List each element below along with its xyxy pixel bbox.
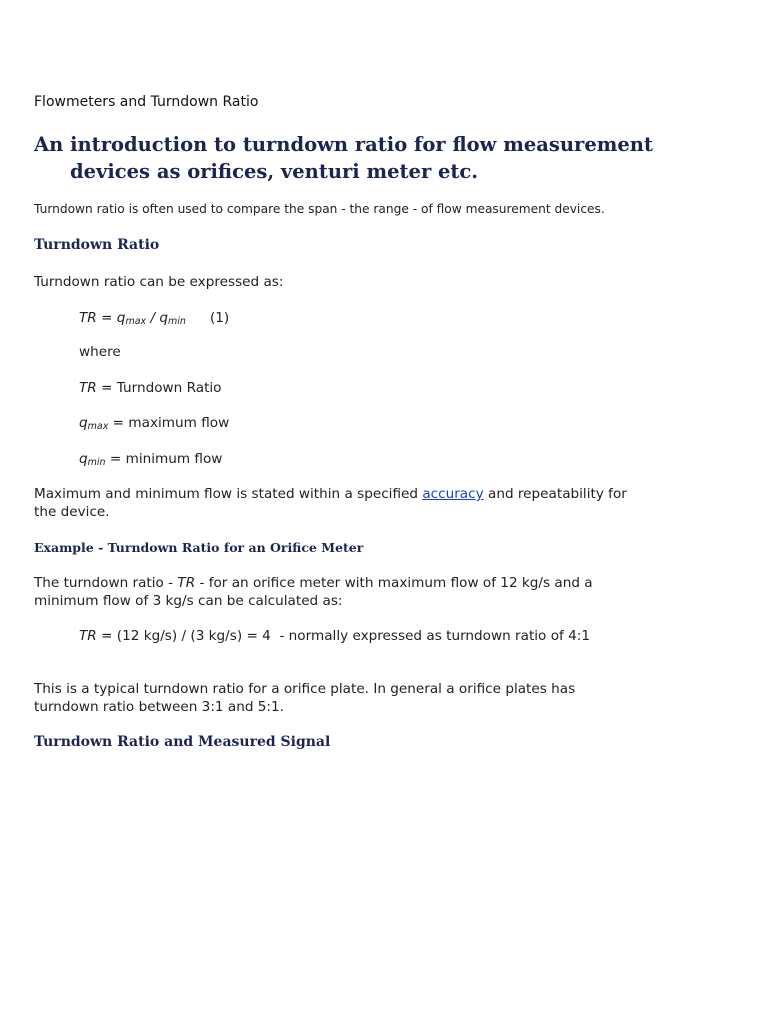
- definition-qmax-symbol: q: [79, 415, 88, 431]
- equation-1: [79, 310, 229, 331]
- equation-max-subscript: max: [125, 316, 147, 327]
- expressed-as-text: Turndown ratio can be expressed as:: [34, 274, 284, 290]
- intro-paragraph: Turndown ratio is often used to compare the span - the range - of flow measurement devices.: [34, 202, 605, 216]
- definition-qmax-subscript: max: [87, 421, 109, 432]
- definition-qmin-symbol: q: [79, 451, 88, 467]
- definition-tr: [79, 380, 222, 398]
- accuracy-text-before: Maximum and minimum flow is stated within a specified: [34, 486, 423, 502]
- typical-ratio-paragraph: This is a typical turndown ratio for a orifice plate. In general a orifice plates has turndown ratio between 3:1 and 5:1.: [34, 681, 576, 715]
- definition-qmin: [79, 451, 222, 472]
- example-intro-before: The turndown ratio -: [34, 575, 178, 591]
- section-heading-measured-signal: Turndown Ratio and Measured Signal: [34, 734, 331, 750]
- where-text: where: [79, 344, 121, 360]
- section-heading-turndown-ratio: Turndown Ratio: [34, 237, 160, 253]
- definition-qmax: [79, 415, 229, 436]
- equation-slash: /: [146, 310, 160, 326]
- example-calculation: [79, 628, 599, 646]
- equation-min-subscript: min: [168, 316, 186, 327]
- definition-tr-symbol: TR: [79, 380, 97, 396]
- equation-equals: =: [96, 310, 117, 326]
- example-calculation-text: = (12 kg/s) / (3 kg/s) = 4 - normally expressed as turndown ratio of 4:1: [96, 628, 590, 644]
- document-title: Flowmeters and Turndown Ratio: [34, 94, 259, 110]
- equation-q-max: q: [116, 310, 126, 326]
- example-intro-after: - for an orifice meter with maximum flow of 12 kg/s and a minimum flow of 3 kg/s can be calculated as:: [34, 575, 593, 609]
- equation-lhs: TR: [79, 310, 97, 326]
- accuracy-link[interactable]: accuracy: [422, 486, 484, 502]
- definition-qmin-text: = minimum flow: [105, 451, 223, 467]
- main-heading: An introduction to turndown ratio for flow measurement devices as orifices, venturi meter etc.: [34, 133, 653, 183]
- example-intro-paragraph: [34, 575, 624, 610]
- accuracy-paragraph: [34, 486, 639, 521]
- example-heading: Example - Turndown Ratio for an Orifice Meter: [34, 540, 364, 555]
- definition-qmin-subscript: min: [87, 457, 106, 468]
- equation-number: (1): [209, 310, 230, 326]
- definition-qmax-text: = maximum flow: [108, 415, 230, 431]
- definition-tr-text: = Turndown Ratio: [96, 380, 222, 396]
- example-calculation-tr: TR: [79, 628, 97, 644]
- accuracy-text-after: and repeatability for the device.: [34, 486, 627, 520]
- example-intro-tr: TR: [177, 575, 196, 591]
- equation-q-min: q: [159, 310, 169, 326]
